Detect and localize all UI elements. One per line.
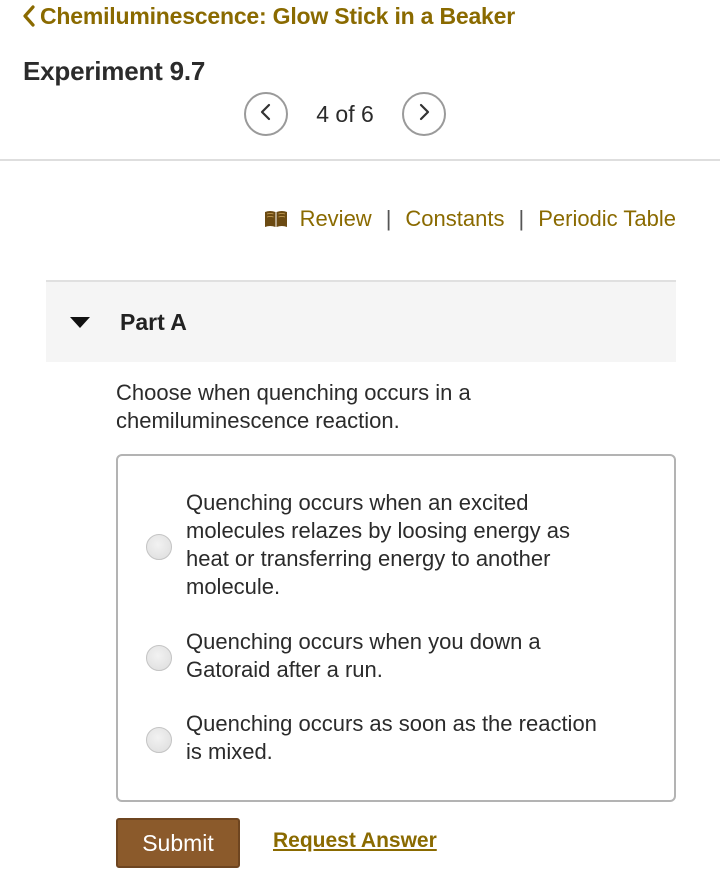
part-a-header[interactable] [46, 280, 676, 362]
next-button[interactable] [402, 92, 446, 136]
link-separator: | [385, 206, 392, 231]
chevron-left-icon [259, 102, 273, 127]
option-label: Quenching occurs when you down a Gatoraid after a run. [186, 629, 541, 682]
chevron-left-icon [22, 5, 36, 27]
option-label: Quenching occurs when an excited molecules relazes by loosing energy as heat or transferring energy to another molecule. [186, 490, 570, 599]
pager-position: 4 of 6 [316, 100, 374, 127]
page-title: Experiment 9.7 [23, 56, 206, 86]
constants-link[interactable]: Constants [405, 206, 505, 231]
book-icon [264, 210, 288, 228]
answer-option-3[interactable] [118, 710, 674, 766]
header-divider [0, 159, 720, 161]
pager [244, 92, 446, 136]
review-link[interactable] [264, 206, 372, 232]
previous-button[interactable] [244, 92, 288, 136]
back-link[interactable] [22, 2, 515, 30]
answer-option-2[interactable] [118, 628, 674, 684]
resource-links [264, 202, 676, 236]
question-text: Choose when quenching occurs in a chemiluminescence reaction. [116, 380, 471, 433]
option-label: Quenching occurs as soon as the reaction is mixed. [186, 711, 597, 764]
part-title: Part A [120, 308, 187, 335]
submit-button[interactable]: Submit [116, 818, 240, 868]
chevron-right-icon [417, 102, 431, 127]
radio-button[interactable] [146, 727, 172, 753]
radio-button[interactable] [146, 534, 172, 560]
back-link-label: Chemiluminescence: Glow Stick in a Beaker [40, 2, 515, 29]
radio-button[interactable] [146, 645, 172, 671]
review-label: Review [299, 206, 372, 231]
answer-options [116, 454, 676, 802]
triangle-down-icon [70, 317, 90, 328]
periodic-table-link[interactable]: Periodic Table [538, 206, 676, 231]
answer-option-1[interactable] [118, 488, 674, 600]
link-separator: | [518, 206, 525, 231]
request-answer-link[interactable]: Request Answer [273, 829, 437, 852]
